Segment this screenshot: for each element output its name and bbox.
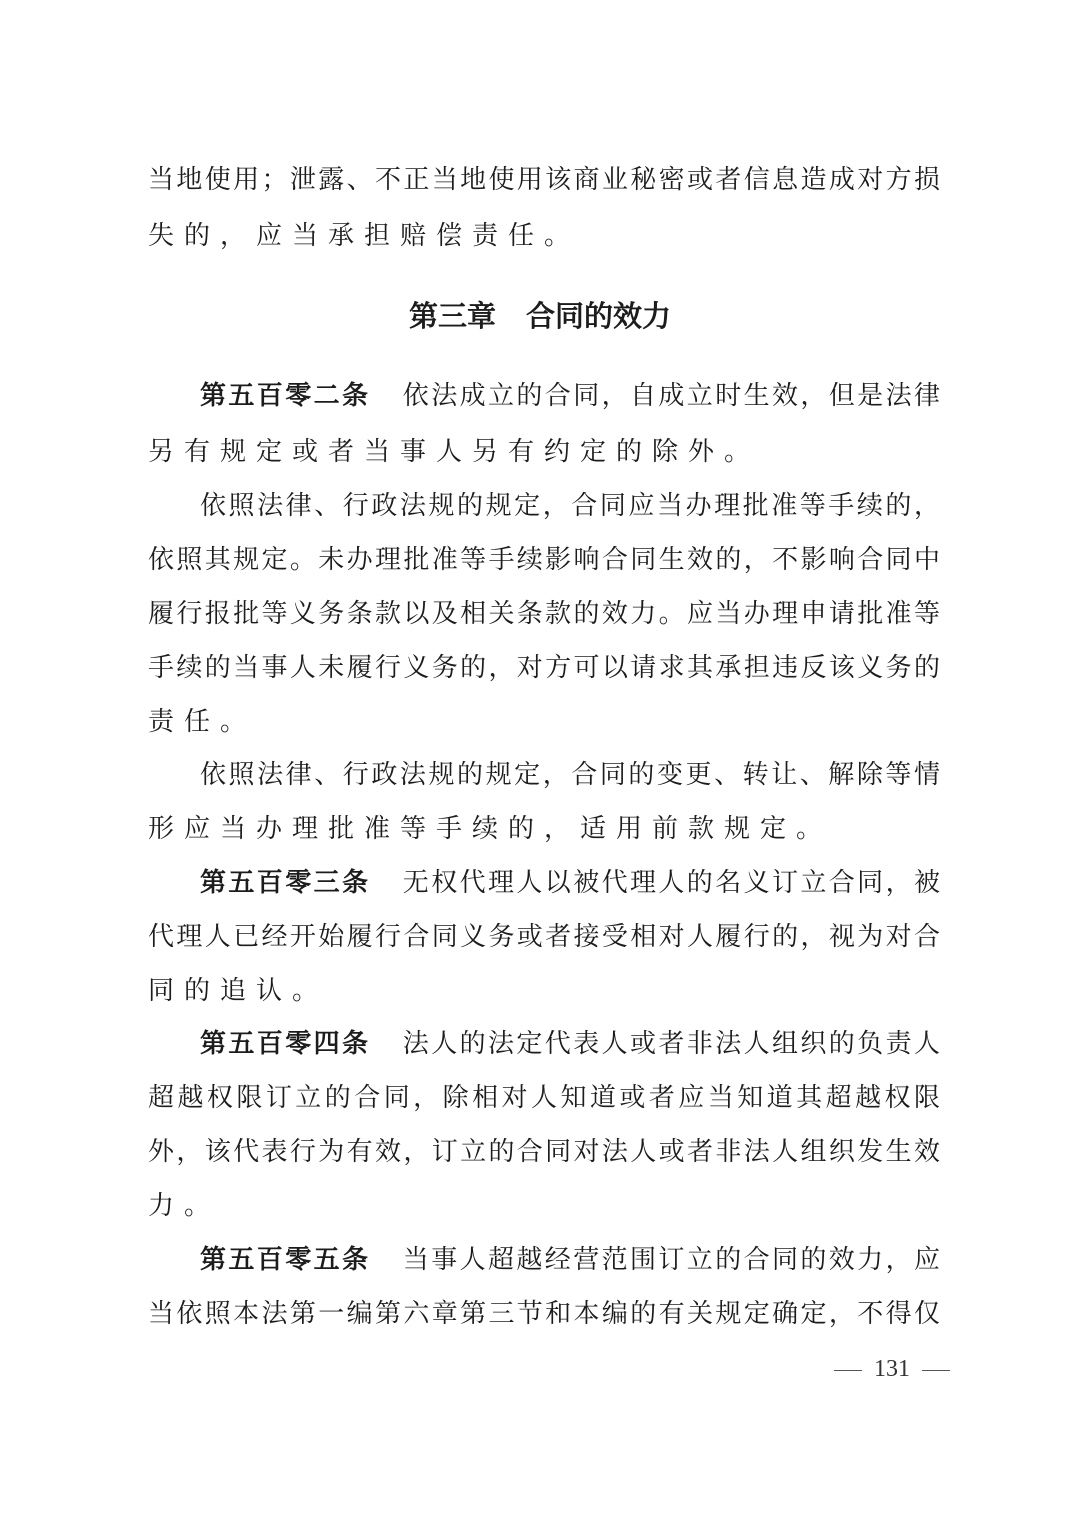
article-label: 第五百零四条 [200,1029,371,1059]
article-504-line: 第五百零四条 法人的法定代表人或者非法人组织的负责人 [200,1029,940,1059]
text-line: 力。 [148,1191,221,1221]
text-line: 依照其规定。未办理批准等手续影响合同生效的，不影响合同中 [148,545,940,575]
article-502-line: 第五百零二条 依法成立的合同，自成立时生效，但是法律 [200,381,940,411]
text-line: 代理人已经开始履行合同义务或者接受相对人履行的，视为对合 [148,922,940,952]
text-line: 同的追认。 [148,976,329,1006]
text-line: 当依照本法第一编第六章第三节和本编的有关规定确定，不得仅 [148,1299,940,1329]
text-line: 当地使用；泄露、不正当地使用该商业秘密或者信息造成对方损 [148,165,940,195]
text-line: 依照法律、行政法规的规定，合同的变更、转让、解除等情 [200,760,940,790]
chapter-title: 合同的效力 [526,299,672,333]
page-number-value: 131 [874,1356,910,1382]
dash-decoration [922,1370,950,1371]
chapter-heading [0,296,1080,336]
text-line: 另有规定或者当事人另有约定的除外。 [148,437,761,467]
text-line: 失的，应当承担赔偿责任。 [148,221,581,251]
text-line: 外，该代表行为有效，订立的合同对法人或者非法人组织发生效 [148,1137,940,1167]
dash-decoration [834,1370,862,1371]
article-label: 第五百零二条 [200,381,371,411]
article-label: 第五百零三条 [200,868,371,898]
text-line: 责任。 [148,707,257,737]
article-505-line: 第五百零五条 当事人超越经营范围订立的合同的效力，应 [200,1245,940,1275]
text-line: 依照法律、行政法规的规定，合同应当办理批准等手续的， [200,491,940,521]
article-label: 第五百零五条 [200,1245,371,1275]
article-503-line: 第五百零三条 无权代理人以被代理人的名义订立合同，被 [200,868,940,898]
text-line: 手续的当事人未履行义务的，对方可以请求其承担违反该义务的 [148,653,940,683]
text-line: 形应当办理批准等手续的，适用前款规定。 [148,814,833,844]
chapter-number: 第三章 [408,299,496,333]
page-number [822,1352,962,1386]
text-line: 超越权限订立的合同，除相对人知道或者应当知道其超越权限 [148,1083,940,1113]
text-line: 履行报批等义务条款以及相关条款的效力。应当办理申请批准等 [148,599,940,629]
